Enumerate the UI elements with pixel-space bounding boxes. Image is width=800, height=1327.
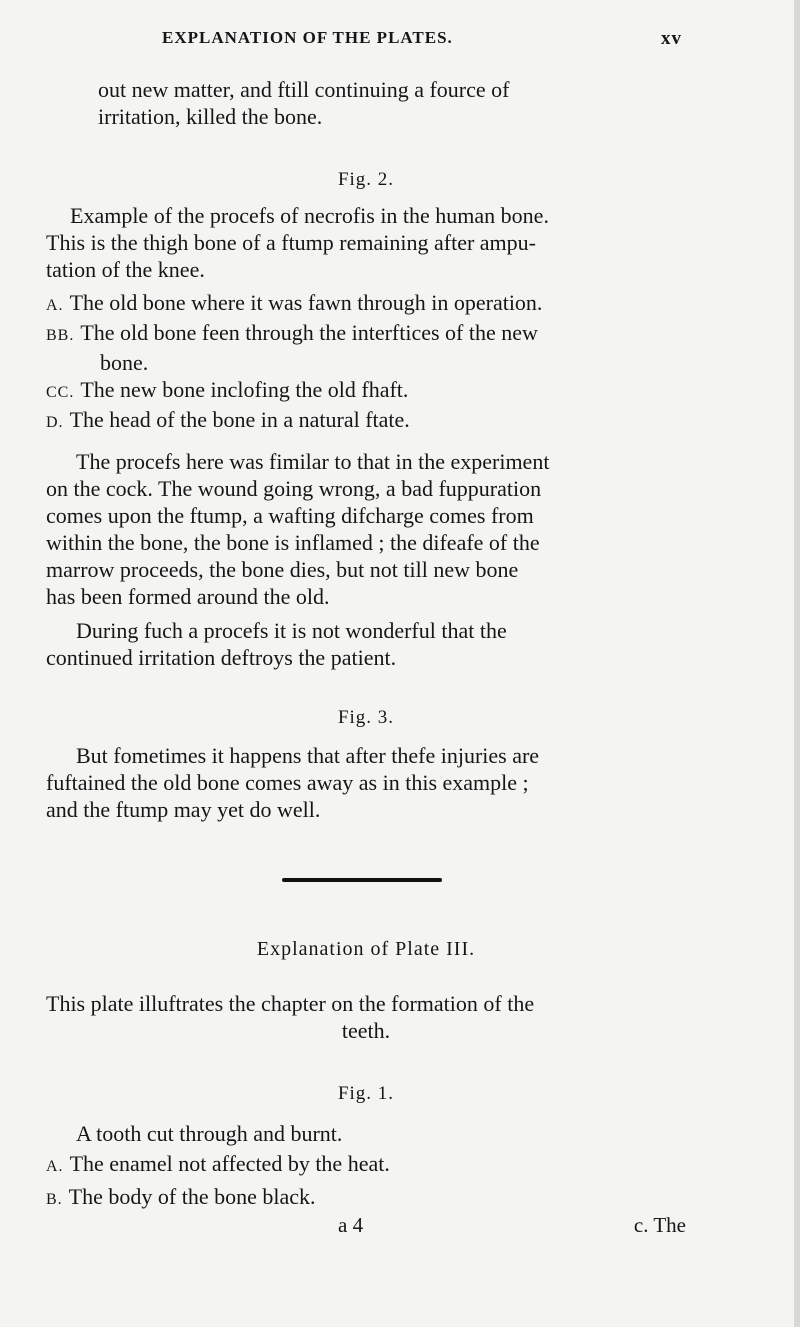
key-letter: BB.: [46, 327, 75, 344]
text-line: But fometimes it happens that after thefe injuries are: [76, 743, 540, 768]
page-edge: [794, 0, 800, 1327]
text-line: within the bone, the bone is inflamed ; the difeafe of the: [46, 530, 540, 555]
key-text: The new bone inclofing the old fhaft.: [80, 377, 409, 402]
page-number: xv: [661, 28, 682, 49]
key-text: The body of the bone black.: [68, 1184, 316, 1209]
fig3-paragraph: [46, 742, 686, 823]
signature-mark: a 4: [338, 1213, 364, 1237]
continuation-text: [46, 76, 686, 130]
plate3-heading: Explanation of Plate III.: [256, 938, 476, 960]
key-letter: A.: [46, 1158, 64, 1175]
key-letter: B.: [46, 1191, 63, 1208]
plate3-intro: [46, 990, 686, 1044]
key-item: [46, 289, 686, 319]
text-line: During fuch a procefs it is not wonderful that the: [76, 618, 507, 643]
text-line: has been formed around the old.: [46, 584, 330, 609]
text-line: marrow proceeds, the bone dies, but not till new bone: [46, 557, 519, 582]
text-line: teeth.: [341, 1018, 391, 1043]
fig2-key-list: [46, 289, 686, 436]
text-line: tation of the knee.: [46, 257, 205, 282]
fig3-heading: Fig. 3.: [337, 707, 395, 728]
key-text: The head of the bone in a natural ftate.: [69, 407, 410, 432]
text-line: The procefs here was fimilar to that in the experiment: [76, 449, 550, 474]
key-item: [46, 406, 686, 436]
fig2-paragraph-1: [46, 448, 686, 610]
text-line: fuftained the old bone comes away as in this example ;: [46, 770, 529, 795]
text-line: comes upon the ftump, a wafting difcharge comes from: [46, 503, 534, 528]
plate3-fig1-text: [46, 1120, 686, 1213]
text-line: out new matter, and ftill continuing a fource of: [98, 77, 510, 102]
key-text: The old bone where it was fawn through in operation.: [69, 290, 543, 315]
key-item-continuation: bone.: [100, 350, 149, 375]
key-letter: CC.: [46, 384, 75, 401]
fig2-heading: Fig. 2.: [337, 169, 395, 190]
key-item: [46, 1183, 686, 1213]
key-item: [46, 319, 686, 349]
fig2-intro: [46, 202, 686, 283]
key-item: [46, 1150, 686, 1180]
key-letter: D.: [46, 414, 64, 431]
fig2-paragraph-2: [46, 617, 686, 671]
header-title: EXPLANATION OF THE PLATES.: [162, 28, 453, 47]
text-line: continued irritation deftroys the patient.: [46, 645, 397, 670]
catchword: c. The: [633, 1213, 686, 1237]
text-line: A tooth cut through and burnt.: [76, 1121, 343, 1146]
text-line: This plate illuftrates the chapter on the formation of the: [46, 991, 535, 1016]
text-line: Example of the procefs of necrofis in the human bone.: [70, 203, 549, 228]
key-text: The enamel not affected by the heat.: [69, 1151, 390, 1176]
key-text: The old bone feen through the interftices of the new: [80, 320, 538, 345]
key-item: [46, 376, 686, 406]
running-header: [162, 28, 682, 48]
key-letter: A.: [46, 297, 64, 314]
plate3-fig1-heading: Fig. 1.: [337, 1083, 395, 1104]
text-line: on the cock. The wound going wrong, a bad fuppuration: [46, 476, 542, 501]
page-footer: [46, 1212, 686, 1242]
text-line: and the ftump may yet do well.: [46, 797, 321, 822]
text-line: This is the thigh bone of a ftump remaining after ampu-: [46, 230, 536, 255]
section-divider: [282, 878, 442, 882]
text-line: irritation, killed the bone.: [98, 104, 323, 129]
